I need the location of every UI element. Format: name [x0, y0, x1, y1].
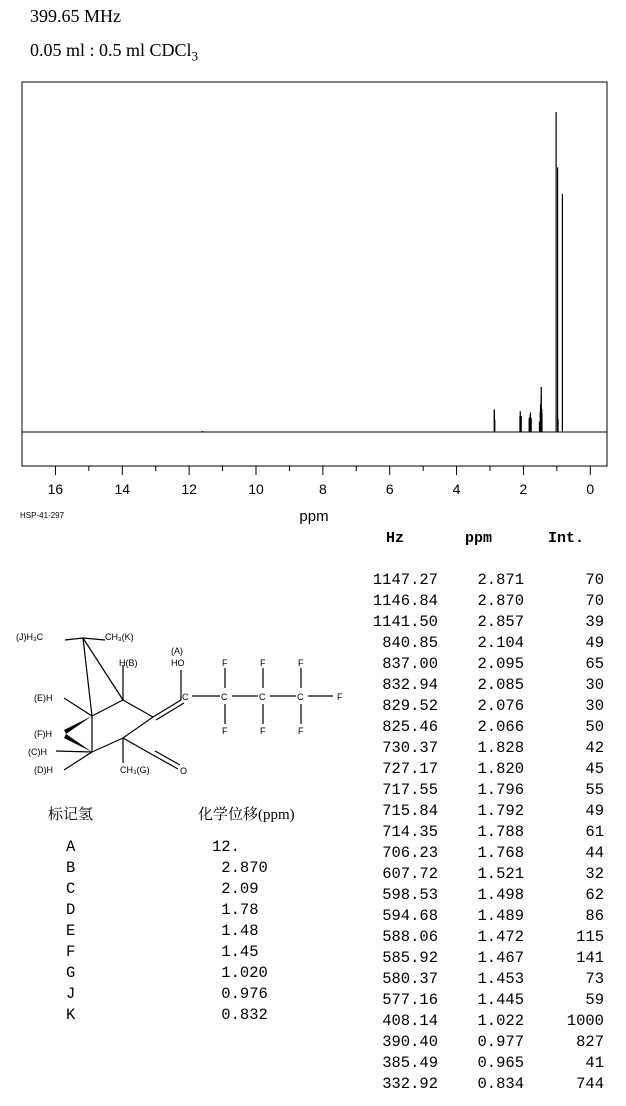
plot-frame: [22, 82, 607, 466]
cell-int: 30: [585, 675, 604, 694]
table-row: [352, 1073, 608, 1094]
label-c1: C: [182, 692, 189, 702]
cell-ppm: 1.453: [477, 969, 524, 988]
cell-ppm: 2.076: [477, 696, 524, 715]
table-row: [352, 863, 608, 884]
cell-ppm: 0.977: [477, 1032, 524, 1051]
assignment-shift: 1.48: [212, 921, 259, 940]
table-row: [352, 674, 608, 695]
x-tick-label: 12: [181, 481, 197, 497]
cell-hz: 727.17: [382, 759, 438, 778]
label-d: (D)H: [34, 765, 53, 775]
spectrometer-frequency: 399.65 MHz: [30, 6, 121, 26]
cell-ppm: 1.521: [477, 864, 524, 883]
cell-hz: 832.94: [382, 675, 438, 694]
cell-int: 32: [585, 864, 604, 883]
x-axis-label: ppm: [299, 508, 329, 525]
cell-int: 49: [585, 801, 604, 820]
cell-int: 115: [576, 927, 604, 946]
table-row: [352, 737, 608, 758]
assignment-label: J: [66, 984, 76, 1003]
label-f5: F: [298, 658, 304, 668]
assignment-row: [48, 899, 348, 920]
assignment-shift: 1.45: [212, 942, 259, 961]
label-f4: F: [260, 726, 266, 736]
header-ppm: ppm: [464, 529, 492, 547]
cell-hz: 837.00: [382, 654, 438, 673]
assignment-row: [48, 1004, 348, 1025]
cell-int: 30: [585, 696, 604, 715]
cell-ppm: 1.828: [477, 738, 524, 757]
assignment-label: B: [66, 858, 76, 877]
assignment-shift: 0.832: [212, 1005, 268, 1024]
label-e: (E)H: [34, 693, 53, 703]
label-b: H(B): [119, 658, 138, 668]
cell-ppm: 1.792: [477, 801, 524, 820]
table-row: [352, 569, 608, 590]
label-j: (J)H₃C: [16, 632, 44, 642]
assignment-shift: 2.09: [212, 879, 259, 898]
label-f2: F: [222, 726, 228, 736]
cell-ppm: 0.834: [477, 1074, 524, 1093]
assignment-shift: 12.: [212, 837, 240, 856]
cell-hz: 829.52: [382, 696, 438, 715]
label-c: (C)H: [28, 747, 47, 757]
solvent-subscript: 3: [191, 48, 199, 64]
cell-hz: 1141.50: [372, 612, 438, 631]
assignment-shift: 1.020: [212, 963, 268, 982]
table-row: [352, 1052, 608, 1073]
assignment-label: E: [66, 921, 76, 940]
cell-ppm: 2.870: [477, 591, 524, 610]
cell-ppm: 1.472: [477, 927, 524, 946]
cell-int: 73: [585, 969, 604, 988]
assignment-label: K: [66, 1005, 76, 1024]
cell-hz: 715.84: [382, 801, 438, 820]
cell-int: 141: [576, 948, 604, 967]
assignment-header: [48, 800, 348, 826]
cell-int: 50: [585, 717, 604, 736]
cell-int: 41: [585, 1053, 604, 1072]
cell-hz: 588.06: [382, 927, 438, 946]
cell-int: 65: [585, 654, 604, 673]
label-f6: F: [298, 726, 304, 736]
assignment-row: [48, 941, 348, 962]
cell-ppm: 2.066: [477, 717, 524, 736]
assignment-shift: 1.78: [212, 900, 259, 919]
cell-hz: 717.55: [382, 780, 438, 799]
sample-code: HSP-41-297: [20, 511, 65, 520]
cell-int: 44: [585, 843, 604, 862]
cell-ppm: 1.498: [477, 885, 524, 904]
cell-int: 827: [576, 1032, 604, 1051]
label-f: (F)H: [34, 729, 52, 739]
table-row: [352, 905, 608, 926]
table-row: [352, 842, 608, 863]
assignment-row: [48, 857, 348, 878]
cell-hz: 594.68: [382, 906, 438, 925]
table-row: [352, 926, 608, 947]
assignment-row: [48, 836, 348, 857]
x-tick-label: 6: [385, 481, 394, 497]
cell-ppm: 2.871: [477, 570, 524, 589]
cell-int: 61: [585, 822, 604, 841]
label-ho: HO: [171, 658, 185, 668]
wedge-bond: [64, 716, 92, 734]
table-row: [352, 695, 608, 716]
x-tick-label: 4: [452, 481, 461, 497]
table-row: [352, 1010, 608, 1031]
cell-int: 45: [585, 759, 604, 778]
table-row: [352, 758, 608, 779]
assignment-row: [48, 983, 348, 1004]
molecular-structure: [8, 620, 353, 785]
cell-hz: 714.35: [382, 822, 438, 841]
cell-hz: 840.85: [382, 633, 438, 652]
cell-hz: 706.23: [382, 843, 438, 862]
cell-int: 744: [576, 1074, 604, 1093]
peak-group: [203, 112, 563, 432]
cell-hz: 385.49: [382, 1053, 438, 1072]
assignment-label: G: [66, 963, 76, 982]
cell-ppm: 1.768: [477, 843, 524, 862]
table-row: [352, 716, 608, 737]
cell-ppm: 2.104: [477, 633, 524, 652]
assignment-label: F: [66, 942, 76, 961]
assignment-label: C: [66, 879, 76, 898]
cell-ppm: 1.796: [477, 780, 524, 799]
table-row: [352, 590, 608, 611]
x-axis-ticks: [48, 466, 595, 497]
assignment-label: D: [66, 900, 76, 919]
cell-int: 70: [585, 591, 604, 610]
assignment-row: [48, 920, 348, 941]
peak-table-header: [352, 527, 608, 549]
table-row: [352, 800, 608, 821]
label-c2: C: [221, 692, 228, 702]
cell-hz: 607.72: [382, 864, 438, 883]
label-f3: F: [260, 658, 266, 668]
cell-int: 1000: [566, 1011, 604, 1030]
cell-hz: 332.92: [382, 1074, 438, 1093]
cell-int: 39: [585, 612, 604, 631]
x-tick-label: 2: [519, 481, 528, 497]
table-row: [352, 653, 608, 674]
cell-hz: 1147.27: [372, 570, 438, 589]
cell-int: 59: [585, 990, 604, 1009]
label-k: CH₃(K): [105, 632, 134, 642]
cell-ppm: 0.965: [477, 1053, 524, 1072]
cell-ppm: 1.788: [477, 822, 524, 841]
structure-bonds: [56, 638, 333, 770]
cell-ppm: 2.095: [477, 654, 524, 673]
cell-hz: 390.40: [382, 1032, 438, 1051]
cell-hz: 580.37: [382, 969, 438, 988]
table-row: [352, 968, 608, 989]
wedge-bond-lower: [64, 734, 92, 752]
cell-int: 70: [585, 570, 604, 589]
header-int: Int.: [547, 529, 584, 547]
cell-ppm: 2.857: [477, 612, 524, 631]
cell-hz: 585.92: [382, 948, 438, 967]
x-tick-label: 10: [248, 481, 264, 497]
label-c4: C: [297, 692, 304, 702]
cell-hz: 730.37: [382, 738, 438, 757]
assignment-shift: 0.976: [212, 984, 268, 1003]
table-row: [352, 632, 608, 653]
x-tick-label: 0: [586, 481, 595, 497]
peak-table-body: [352, 569, 608, 1094]
assignment-header-shift: 化学位移(ppm): [198, 806, 295, 823]
assignment-body: [48, 836, 348, 1025]
cell-ppm: 1.445: [477, 990, 524, 1009]
table-row: [352, 779, 608, 800]
cell-ppm: 1.820: [477, 759, 524, 778]
cell-int: 62: [585, 885, 604, 904]
label-f1: F: [222, 658, 228, 668]
assignment-table: [48, 800, 348, 1025]
assignment-header-label: 标记氢: [48, 806, 94, 823]
label-f7: F: [337, 692, 343, 702]
cell-ppm: 1.489: [477, 906, 524, 925]
cell-hz: 408.14: [382, 1011, 438, 1030]
cell-ppm: 2.085: [477, 675, 524, 694]
label-a: (A): [171, 646, 183, 656]
cell-hz: 825.46: [382, 717, 438, 736]
table-row: [352, 989, 608, 1010]
cell-ppm: 1.467: [477, 948, 524, 967]
table-row: [352, 821, 608, 842]
table-row: [352, 611, 608, 632]
table-row: [352, 947, 608, 968]
header-hz: Hz: [385, 529, 404, 547]
assignment-shift: 2.870: [212, 858, 268, 877]
cell-int: 42: [585, 738, 604, 757]
peak-table: [352, 527, 608, 1094]
nmr-spectrum-chart: [0, 0, 626, 530]
x-tick-label: 14: [114, 481, 131, 497]
assignment-row: [48, 878, 348, 899]
cell-int: 55: [585, 780, 604, 799]
cell-hz: 598.53: [382, 885, 438, 904]
cell-int: 86: [585, 906, 604, 925]
label-c3: C: [259, 692, 266, 702]
label-o: O: [180, 766, 188, 776]
label-g: CH₃(G): [120, 765, 150, 775]
cell-hz: 577.16: [382, 990, 438, 1009]
cell-hz: 1146.84: [372, 591, 438, 610]
cell-int: 49: [585, 633, 604, 652]
x-tick-label: 8: [318, 481, 327, 497]
assignment-row: [48, 962, 348, 983]
x-tick-label: 16: [47, 481, 64, 497]
table-row: [352, 884, 608, 905]
table-row: [352, 1031, 608, 1052]
assignment-label: A: [66, 837, 76, 856]
solvent-text: 0.05 ml : 0.5 ml CDCl: [30, 40, 192, 60]
cell-ppm: 1.022: [477, 1011, 524, 1030]
